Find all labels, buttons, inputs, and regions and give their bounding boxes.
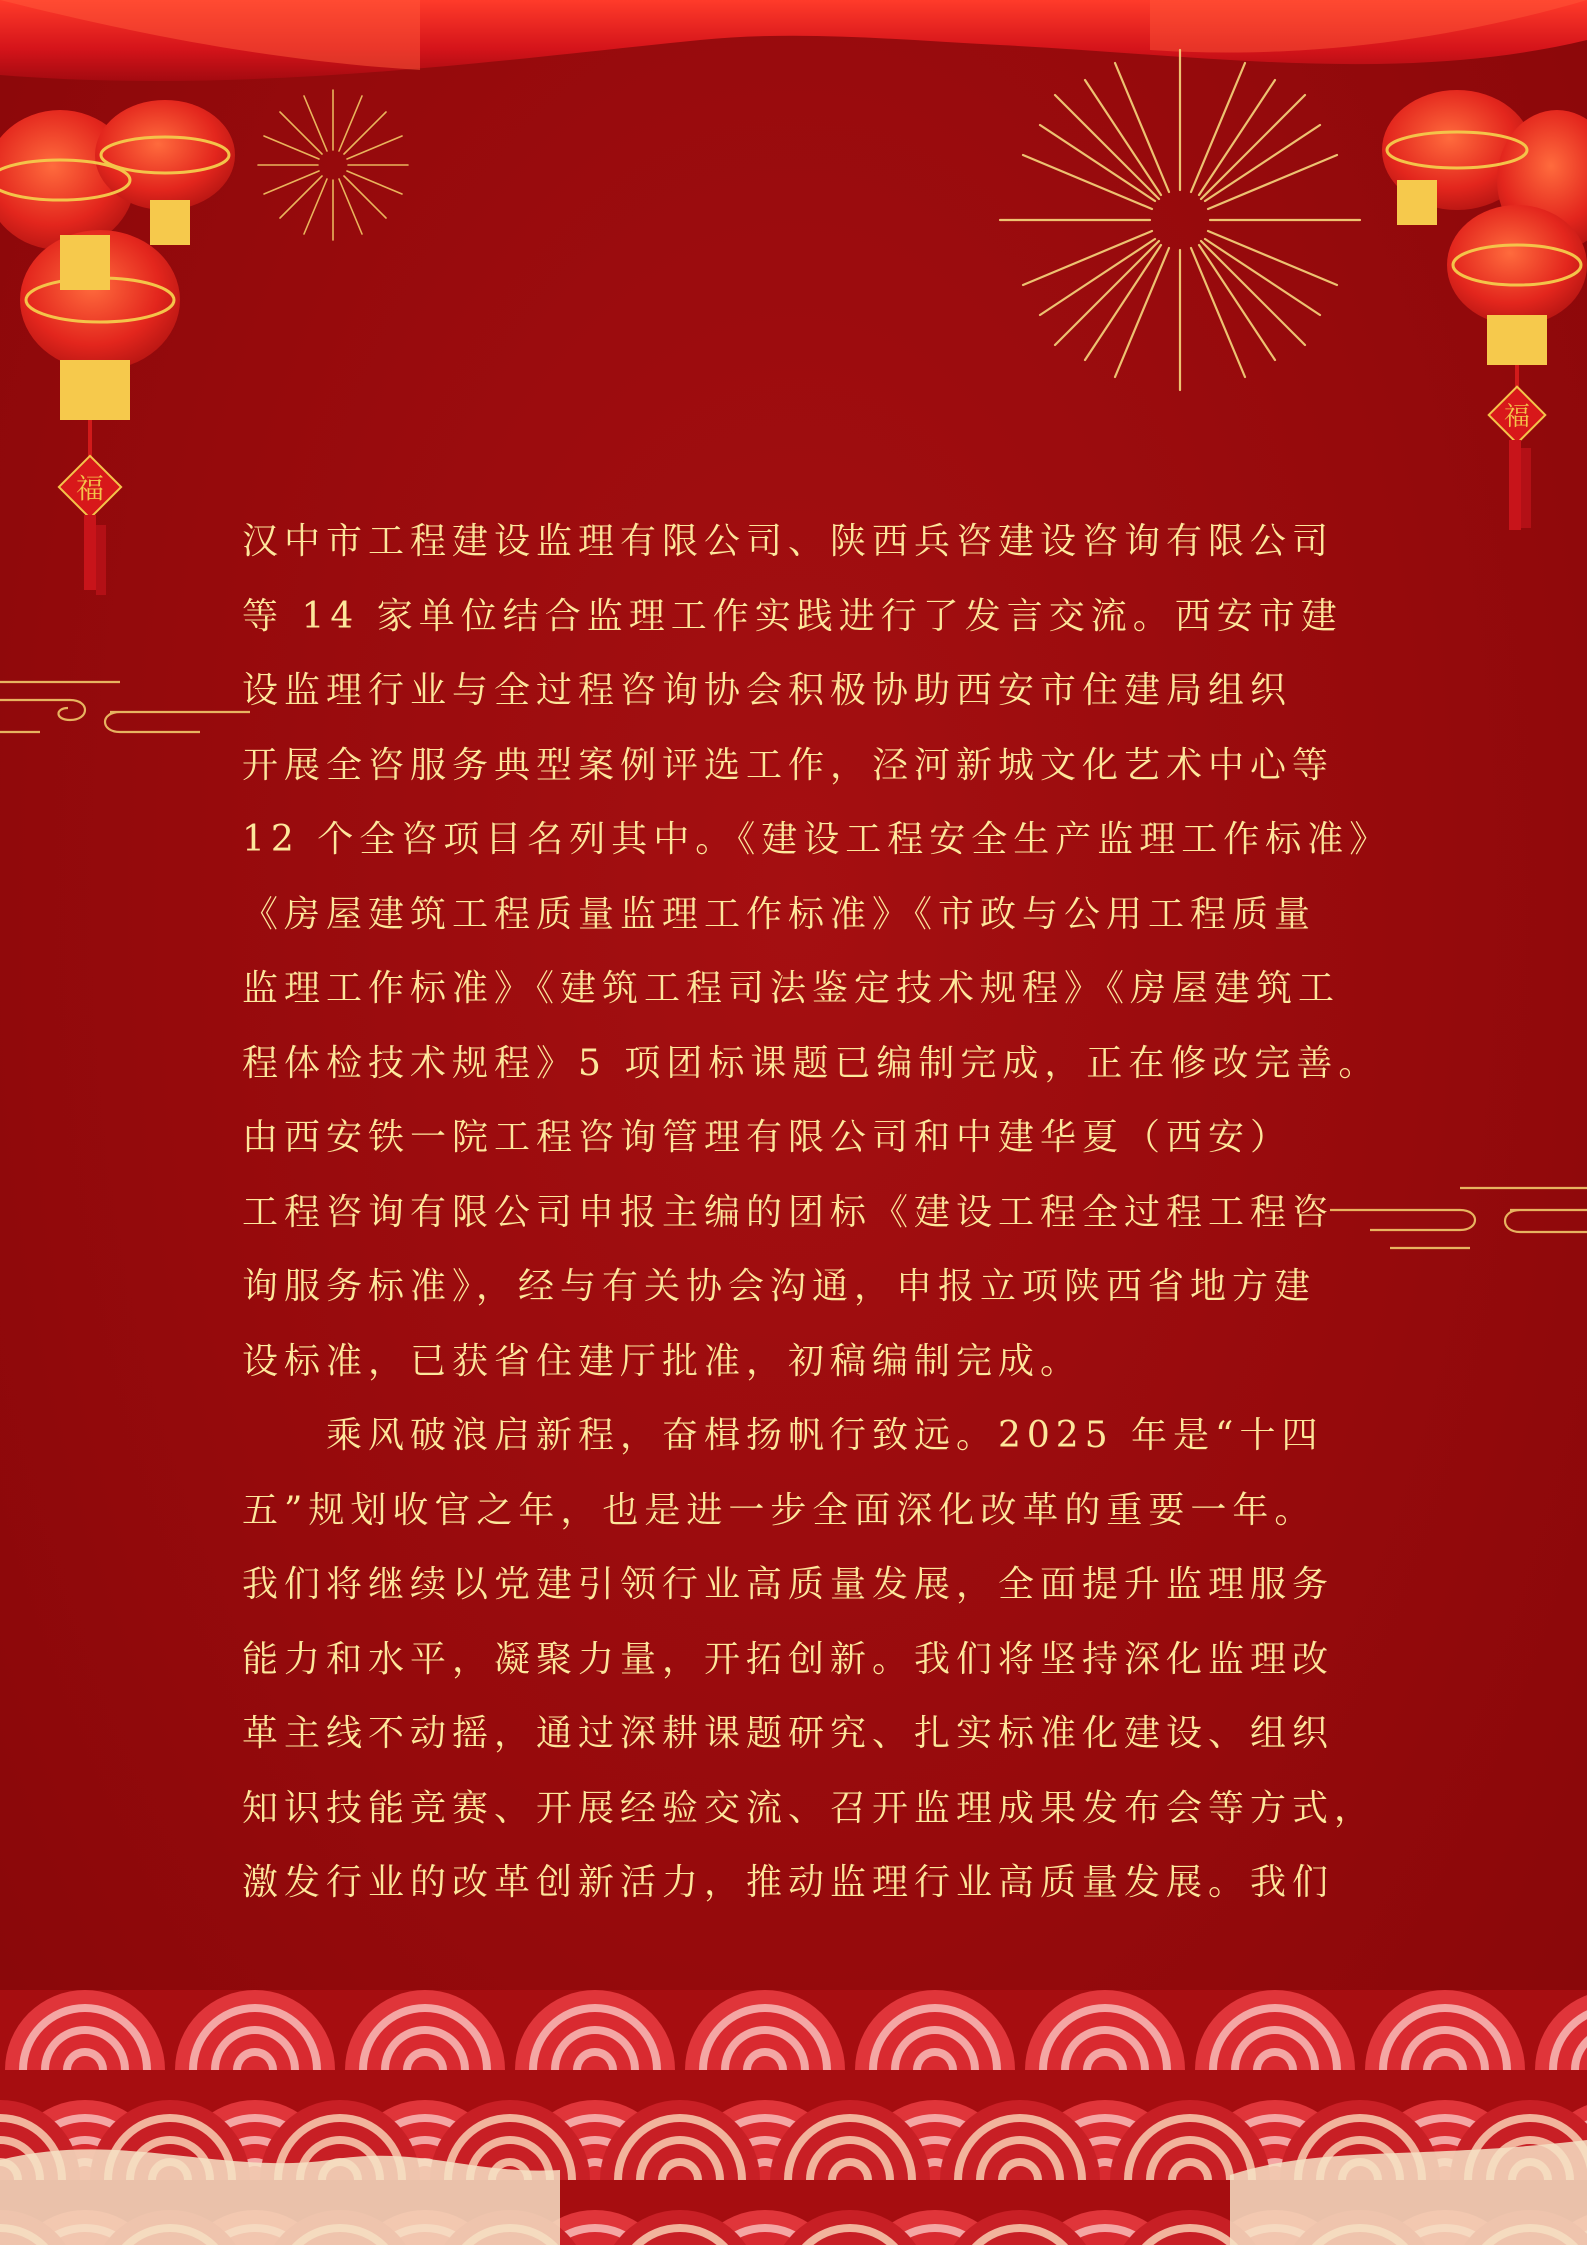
- text-line: 监理工作标准》《建筑工程司法鉴定技术规程》《房屋建筑工: [242, 968, 1341, 1009]
- waves-bottom-decoration: [0, 1960, 1587, 2245]
- text-line: 汉中市工程建设监理有限公司、陕西兵咨建设咨询有限公司: [242, 521, 1335, 562]
- text-line: 能力和水平，凝聚力量，开拓创新。我们将坚持深化监理改: [242, 1638, 1335, 1680]
- text-line: 革主线不动摇，通过深耕课题研究、扎实标准化建设、组织: [242, 1713, 1335, 1754]
- lantern-left-char: 福: [75, 472, 105, 505]
- text-line: 程体检技术规程》5 项团标课题已编制完成，正在修改完善。: [242, 1042, 1381, 1084]
- firework-small-decoration: [248, 80, 418, 250]
- document-body: [242, 505, 1392, 1921]
- text-line: 设监理行业与全过程咨询协会积极协助西安市住建局组织: [242, 670, 1293, 711]
- lantern-left-decoration: [0, 70, 260, 610]
- text-line: 五”规划收官之年，也是进一步全面深化改革的重要一年。: [242, 1489, 1317, 1531]
- text-line: 等 14 家单位结合监理工作实践进行了发言交流。西安市建: [242, 595, 1343, 637]
- text-line: 工程咨询有限公司申报主编的团标《建设工程全过程工程咨: [242, 1191, 1335, 1233]
- cloud-line-right-decoration: [1330, 1180, 1587, 1260]
- text-line: 知识技能竞赛、开展经验交流、召开监理成果发布会等方式，: [242, 1787, 1377, 1829]
- lantern-right-char: 福: [1503, 402, 1531, 432]
- cloud-line-left-decoration: [0, 670, 260, 750]
- firework-large-decoration: [990, 40, 1370, 400]
- text-line: 设标准，已获省住建厅批准，初稿编制完成。: [242, 1340, 1083, 1382]
- text-line: 由西安铁一院工程咨询管理有限公司和中建华夏（西安）: [242, 1117, 1293, 1158]
- text-line: 激发行业的改革创新活力，推动监理行业高质量发展。我们: [242, 1862, 1335, 1903]
- lantern-right-decoration: [1367, 70, 1587, 570]
- text-line: 我们将继续以党建引领行业高质量发展，全面提升监理服务: [242, 1564, 1335, 1605]
- text-line: 《房屋建筑工程质量监理工作标准》《市政与公用工程质量: [242, 893, 1317, 935]
- text-line: 12 个全咨项目名列其中。《建设工程安全生产监理工作标准》: [242, 819, 1392, 860]
- text-line: 询服务标准》，经与有关协会沟通，申报立项陕西省地方建: [242, 1266, 1317, 1307]
- text-line: 开展全咨服务典型案例评选工作，泾河新城文化艺术中心等: [242, 744, 1335, 786]
- paragraph-start-line: 乘风破浪启新程，奋楫扬帆行致远。2025 年是“十四: [326, 1415, 1324, 1456]
